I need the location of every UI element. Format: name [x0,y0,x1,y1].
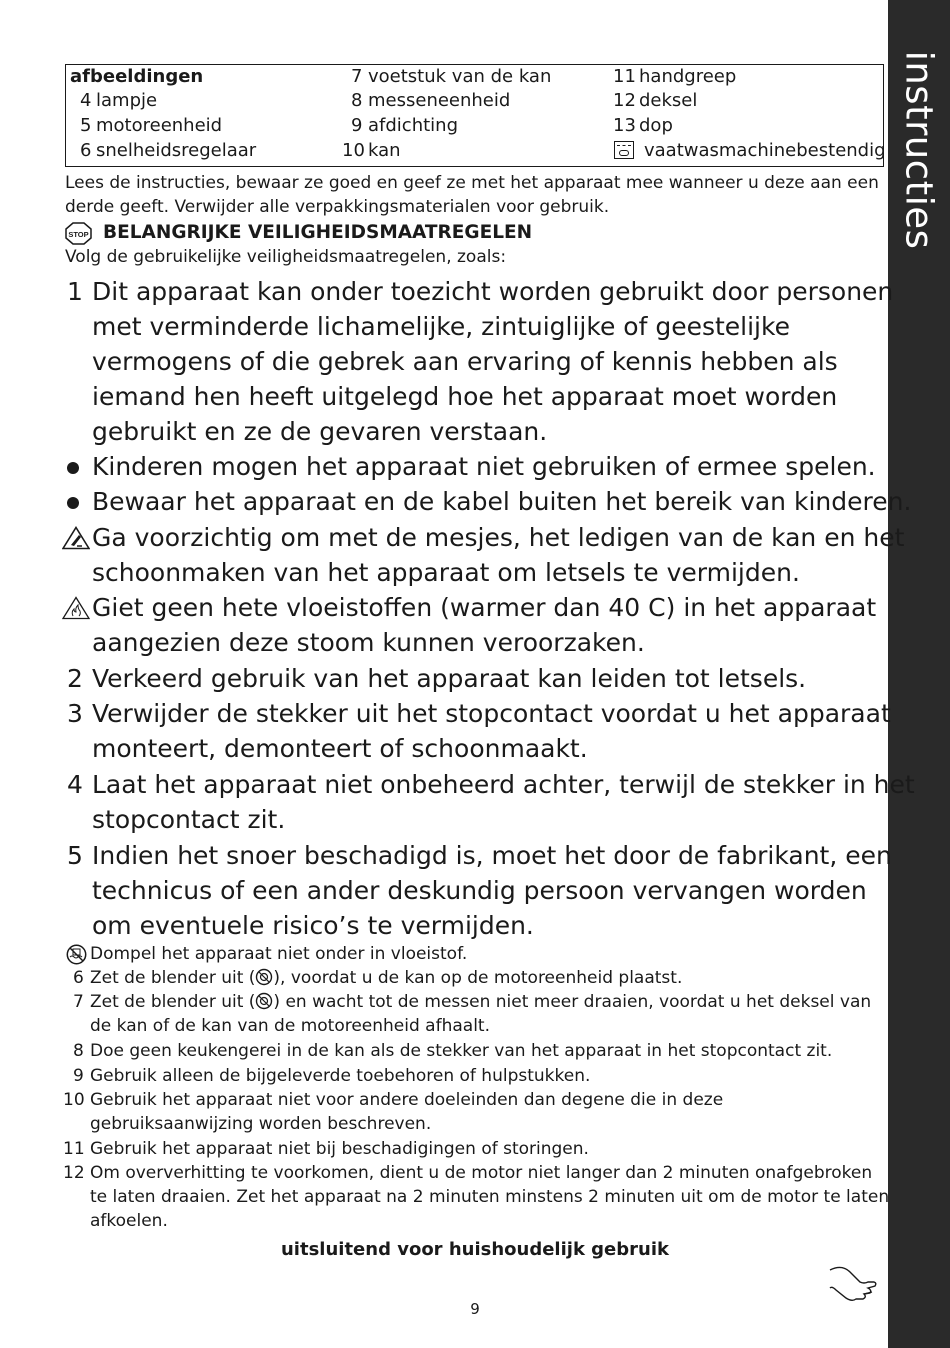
part-num: 8 [351,90,363,111]
stop-icon-text: STOP [68,230,89,239]
intro-line: Lees de instructies, bewaar ze goed en geef ze met het apparaat mee wanneer u deze aan een [65,173,879,193]
safety-heading: BELANGRIJKE VEILIGHEIDSMAATREGELEN [103,222,533,243]
part-num: 10 [342,140,365,161]
item-text: Verkeerd gebruik van het apparaat kan leiden tot letsels. [92,664,807,693]
item-text: Dit apparaat kan onder toezicht worden gebruikt door personen [92,277,894,306]
part-num: 7 [351,66,363,87]
item-text: gebruiksaanwijzing worden beschreven. [90,1114,432,1134]
dishwasher-label: vaatwasmachinebestendig [644,140,886,161]
warning-text: Giet geen hete vloeistoffen (warmer dan 40 C) in het apparaat [92,593,877,622]
item-number: 9 [73,1066,84,1086]
item-number: 5 [67,841,83,870]
stop-icon [65,222,92,245]
part-num: 13 [613,115,636,136]
item-text: gebruikt en ze de gevaren verstaan. [92,417,548,446]
item-text: Verwijder de stekker uit het stopcontact voordat u het apparaat [92,699,891,728]
item-text: stopcontact zit. [92,805,286,834]
dishwasher-row [614,139,886,163]
part-label: motoreenheid [96,115,223,136]
side-tab-label: instructies [897,50,941,250]
part-label: snelheidsregelaar [96,140,257,161]
part-label: kan [368,140,401,161]
item-number: 2 [67,664,83,693]
item-text: vermogens of die gebrek aan ervaring of kennis hebben als [92,347,838,376]
no-immerse-icon [66,944,87,965]
item-number: 10 [63,1090,85,1110]
warning-hot-icon [62,596,90,620]
item-text: Indien het snoer beschadigd is, moet het door de fabrikant, een [92,841,892,870]
dishwasher-icon [614,141,634,159]
item-text: Gebruik alleen de bijgeleverde toebehoren of hulpstukken. [90,1066,591,1086]
bullet-icon [67,497,79,509]
item-text: te laten draaien. Zet het apparaat na 2 minuten minstens 2 minuten uit om de motor te laten [90,1187,890,1207]
item-number: 1 [67,277,83,306]
parts-table [65,64,884,167]
item-text: Laat het apparaat niet onbeheerd achter, terwijl de stekker in het [92,770,915,799]
item-text: afkoelen. [90,1211,168,1231]
household-use-note: uitsluitend voor huishoudelijk gebruik [280,1239,669,1260]
item-number: 8 [73,1041,84,1061]
item-text-part: ) en wacht tot de messen niet meer draaien, voordat u het deksel van [273,992,872,1012]
part-num: 5 [80,115,92,136]
item-number: 3 [67,699,83,728]
part-num: 9 [351,115,363,136]
warning-text: aangezien deze stoom kunnen veroorzaken. [92,628,645,657]
part-label: handgreep [639,66,737,87]
item-text: Gebruik het apparaat niet bij beschadigingen of storingen. [90,1139,589,1159]
item-number: 7 [73,992,84,1012]
part-label: voetstuk van de kan [368,66,552,87]
warning-text: Ga voorzichtig om met de mesjes, het ledigen van de kan en het [92,523,905,552]
bullet-text: Kinderen mogen het apparaat niet gebruiken of ermee spelen. [92,452,876,481]
part-label: messeneenheid [368,90,511,111]
item-text: de kan of de kan van de motoreenheid afhaalt. [90,1016,490,1036]
warning-cut-icon [62,526,90,550]
bullet-text: Bewaar het apparaat en de kabel buiten het bereik van kinderen. [92,487,912,516]
item-number: 12 [63,1163,85,1183]
page-number: 9 [470,1300,480,1318]
part-label: deksel [639,90,698,111]
item-text [90,966,682,990]
part-label: afdichting [368,115,458,136]
item-text: om eventuele risico’s te vermijden. [92,911,534,940]
item-text: monteert, demonteert of schoonmaakt. [92,734,588,763]
part-label: lampje [96,90,158,111]
item-text: met verminderde lichamelijke, zintuiglijke of geestelijke [92,312,790,341]
item-text-part: Zet de blender uit ( [90,968,256,988]
item-text [90,990,871,1014]
part-num: 11 [613,66,636,87]
item-text: technicus of een ander deskundig persoon vervangen worden [92,876,867,905]
item-text: Om oververhitting te voorkomen, dient u de motor niet langer dan 2 minuten onafgebroken [90,1163,873,1183]
bullet-icon [67,462,79,474]
intro-line: derde geeft. Verwijder alle verpakkingsmaterialen voor gebruik. [65,197,610,217]
item-number: 11 [63,1139,85,1159]
part-num: 4 [80,90,92,111]
immerse-text: Dompel het apparaat niet onder in vloeistof. [90,944,468,964]
item-number: 4 [67,770,83,799]
item-text: iemand hen heeft uitgelegd hoe het apparaat moet worden [92,382,838,411]
warning-text: schoonmaken van het apparaat om letsels te vermijden. [92,558,800,587]
item-text-part: ), voordat u de kan op de motoreenheid plaatst. [273,968,683,988]
safety-subheading: Volg de gebruikelijke veiligheidsmaatregelen, zoals: [65,247,507,267]
off-switch-icon [255,968,273,986]
item-text: Doe geen keukengerei in de kan als de stekker van het apparaat in het stopcontact zit. [90,1041,833,1061]
part-num: 12 [613,90,636,111]
off-switch-icon [255,992,273,1010]
item-text: Gebruik het apparaat niet voor andere doeleinden dan degene die in deze [90,1090,724,1110]
item-number: 6 [73,968,84,988]
part-num: 6 [80,140,92,161]
parts-header: afbeeldingen [70,66,204,87]
item-text-part: Zet de blender uit ( [90,992,256,1012]
part-label: dop [639,115,673,136]
